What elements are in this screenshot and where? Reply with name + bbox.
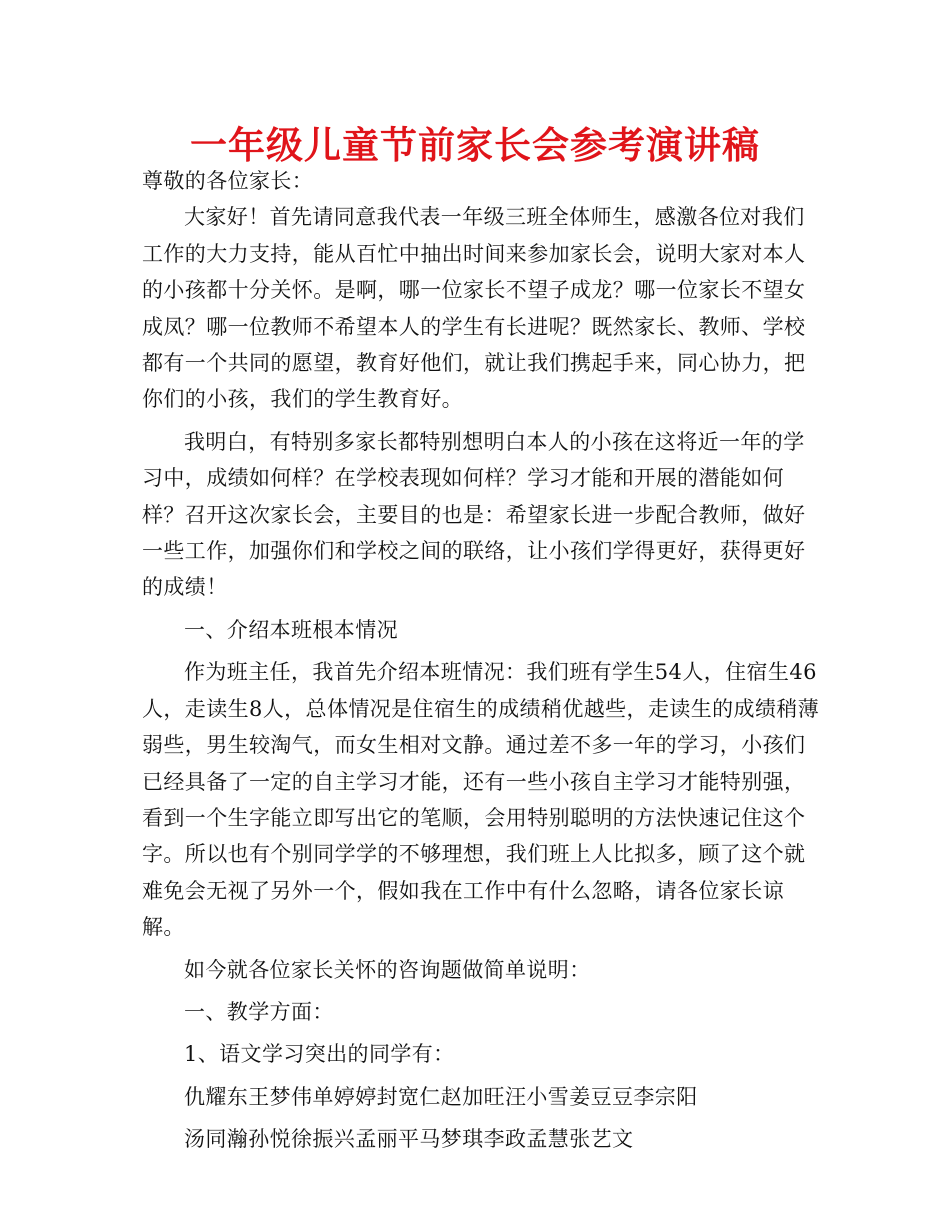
paragraph-questions-intro: 如今就各位家长关怀的咨询题做简单说明： [184, 957, 591, 982]
section-heading-teaching: 一、教学方面： [184, 999, 334, 1024]
paragraph-greeting: 大家好！首先请同意我代表一年级三班全体师生，感激各位对我们工作的大力支持，能从百忙中抽出时间来参加家长会，说明大家对本人的小孩都十分关怀。是啊，哪一位家长不望子成龙？哪一位家长不望女成凤？哪一位教师不希望本人的学生有长进呢？既然家长、教师、学校都有一个共同的愿望，教育好他们，就让我们携起手来，同心协力，把你们的小孩，我们的学生教育好。 [142, 205, 806, 412]
paragraph-purpose: 我明白，有特别多家长都特别想明白本人的小孩在这将近一年的学习中，成绩如何样？在学校表现如何样？学习才能和开展的潜能如何样？召开这次家长会，主要目的也是：希望家长进一步配合教师，做好一些工作，加强你们和学校之间的联络，让小孩们学得更好，获得更好的成绩！ [142, 429, 806, 600]
student-names-line-1: 仇耀东王梦伟单婷婷封宽仁赵加旺汪小雪姜豆豆李宗阳 [184, 1084, 698, 1109]
salutation: 尊敬的各位家长： [142, 169, 314, 193]
section-heading-class-intro: 一、介绍本班根本情况 [184, 617, 398, 642]
paragraph-class-situation: 作为班主任，我首先介绍本班情况：我们班有学生54人，住宿生46人，走读生8人，总体情况是住宿生的成绩稍优越些，走读生的成绩稍薄弱些，男生较淘气，而女生相对文静。通过差不多一年的学习，小孩们已经具备了一定的自主学习才能，还有一些小孩自主学习才能特别强，看到一个生字能立即写出它的笔顺，会用特别聪明的方法快速记住这个字。所以也有个别同学学的不够理想，我们班上人比拟多，顾了这个就难免会无视了另外一个，假如我在工作中有什么忽略，请各位家长谅解。 [142, 660, 820, 940]
document-body [142, 163, 822, 1158]
subheading-chinese-outstanding: 1、语文学习突出的同学有： [184, 1042, 455, 1067]
student-names-line-2: 汤同瀚孙悦徐振兴孟丽平马梦琪李政孟慧张艺文 [184, 1127, 634, 1152]
document-title: 一年级儿童节前家长会参考演讲稿 [190, 124, 760, 167]
